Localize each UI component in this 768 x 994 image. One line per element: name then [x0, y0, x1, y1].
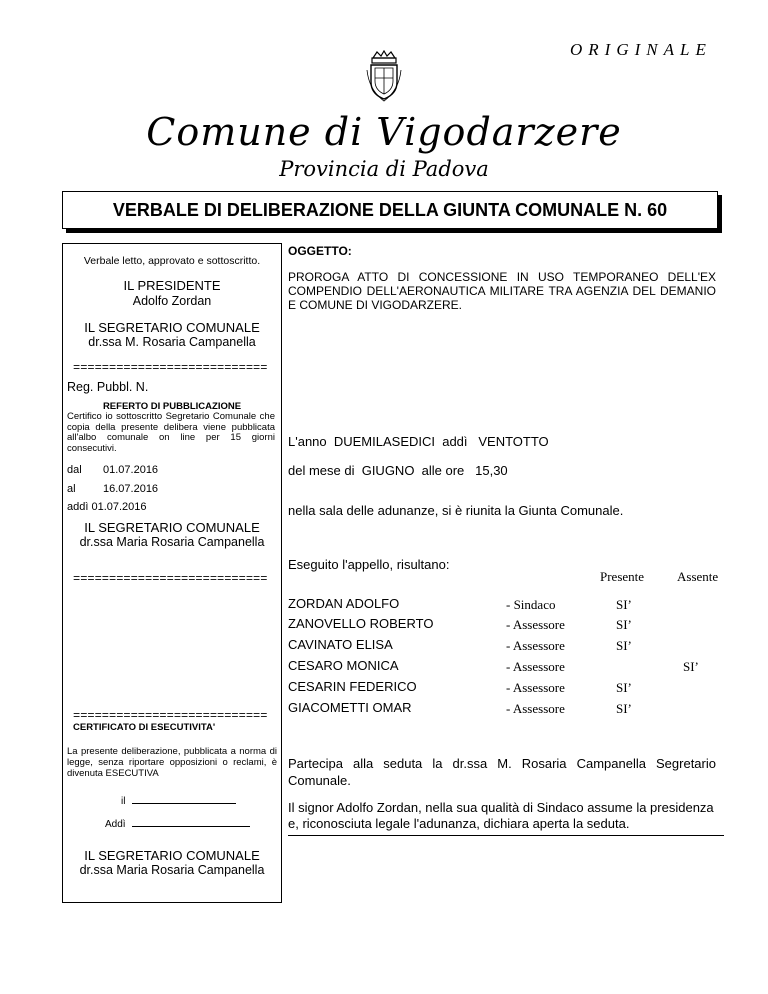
referto-text: Certifico io sottoscritto Segretario Comunale che copia della presente delibera viene pubblicata all'albo comunale on line per 15 giorni consecutivi.: [67, 411, 275, 454]
document-title: VERBALE DI DELIBERAZIONE DELLA GIUNTA COMUNALE N. 60: [62, 191, 718, 229]
anno-line: L'anno DUEMILASEDICI addì VENTOTTO: [288, 434, 549, 449]
member-role: - Assessore: [506, 659, 565, 674]
referto-title: REFERTO DI PUBBLICAZIONE: [102, 401, 242, 412]
member-row: [288, 700, 412, 715]
presente-header: Presente: [600, 569, 645, 584]
reg-pubbl-label: Reg. Pubbl. N.: [67, 380, 149, 394]
member-assente: SI’: [683, 659, 699, 674]
segretario3-name: dr.ssa Maria Rosaria Campanella: [79, 863, 265, 877]
presidente-name: Adolfo Zordan: [132, 294, 212, 308]
member-role: - Sindaco: [506, 597, 556, 612]
coat-of-arms-icon: [365, 50, 403, 107]
member-role: - Assessore: [506, 638, 565, 653]
member-name: CESARIN FEDERICO: [288, 679, 417, 694]
sala-line: nella sala delle adunanze, si è riunita la Giunta Comunale.: [288, 503, 624, 518]
al-label: al: [67, 483, 76, 495]
presidente-label: IL PRESIDENTE: [123, 278, 221, 293]
member-presente: SI’: [616, 638, 632, 653]
certificato-text: La presente deliberazione, pubblicata a norma di legge, senza riportare opposizioni o reclami, è divenuta ESECUTIVA: [67, 746, 277, 779]
provincia-subtitle: Provincia di Padova: [279, 157, 489, 181]
addi-date-blank: [132, 826, 250, 827]
separator-line-3: ===========================: [73, 709, 268, 723]
separator-line-2: ===========================: [73, 572, 268, 586]
segretario2-label: IL SEGRETARIO COMUNALE: [84, 520, 260, 535]
closing-rule: [288, 835, 724, 836]
dal-row: [67, 464, 285, 476]
verbale-letto-text: Verbale letto, approvato e sottoscritto.: [83, 255, 261, 267]
member-name: GIACOMETTI OMAR: [288, 700, 412, 715]
addi-label: Addì: [105, 819, 126, 830]
member-presente: SI’: [616, 597, 632, 612]
member-presente: SI’: [616, 680, 632, 695]
separator-line: ===========================: [73, 361, 268, 375]
il-label: il: [121, 796, 126, 807]
member-role: - Assessore: [506, 617, 565, 632]
al-value: 16.07.2016: [103, 483, 159, 495]
il-date-blank: [132, 803, 236, 804]
partecipa-text: Partecipa alla seduta la dr.ssa M. Rosaria Campanella Segretario Comunale.: [288, 756, 716, 788]
oggetto-label: OGGETTO:: [288, 244, 352, 258]
assente-header: Assente: [677, 569, 719, 584]
member-row: [288, 596, 399, 611]
member-name: ZANOVELLO ROBERTO: [288, 616, 434, 631]
member-row: [288, 616, 433, 631]
dal-value: 01.07.2016: [103, 464, 159, 476]
dal-label: dal: [67, 464, 82, 476]
segretario2-name: dr.ssa Maria Rosaria Campanella: [79, 535, 265, 549]
member-role: - Assessore: [506, 680, 565, 695]
segretario-label: IL SEGRETARIO COMUNALE: [84, 320, 260, 335]
appello-line: Eseguito l'appello, risultano:: [288, 557, 450, 572]
oggetto-text: PROROGA ATTO DI CONCESSIONE IN USO TEMPORANEO DELL'EX COMPENDIO DELL'AERONAUTICA MILITARE TRA AGENZIA DEL DEMANIO E COMUNE DI VIGODARZERE.: [288, 270, 716, 312]
member-row: [288, 658, 399, 673]
member-name: ZORDAN ADOLFO: [288, 596, 400, 611]
member-row: [288, 679, 417, 694]
member-name: CAVINATO ELISA: [288, 637, 393, 652]
member-row: [288, 637, 393, 652]
mese-line: del mese di GIUGNO alle ore 15,30: [288, 463, 508, 478]
left-column-box: [62, 243, 282, 903]
signor-text: Il signor Adolfo Zordan, nella sua qualità di Sindaco assume la presidenza e, riconosciuta legale l'adunanza, dichiara aperta la seduta.: [288, 800, 714, 831]
al-row: [67, 483, 285, 495]
segretario-name: dr.ssa M. Rosaria Campanella: [88, 335, 256, 349]
member-role: - Assessore: [506, 701, 565, 716]
addi-date: addì 01.07.2016: [67, 501, 147, 513]
member-presente: SI’: [616, 701, 632, 716]
originale-label: ORIGINALE: [570, 40, 712, 59]
member-presente: SI’: [616, 617, 632, 632]
comune-title: Comune di Vigodarzere: [146, 110, 622, 154]
certificato-title: CERTIFICATO DI ESECUTIVITA': [73, 722, 216, 733]
member-name: CESARO MONICA: [288, 658, 399, 673]
segretario3-label: IL SEGRETARIO COMUNALE: [84, 848, 260, 863]
